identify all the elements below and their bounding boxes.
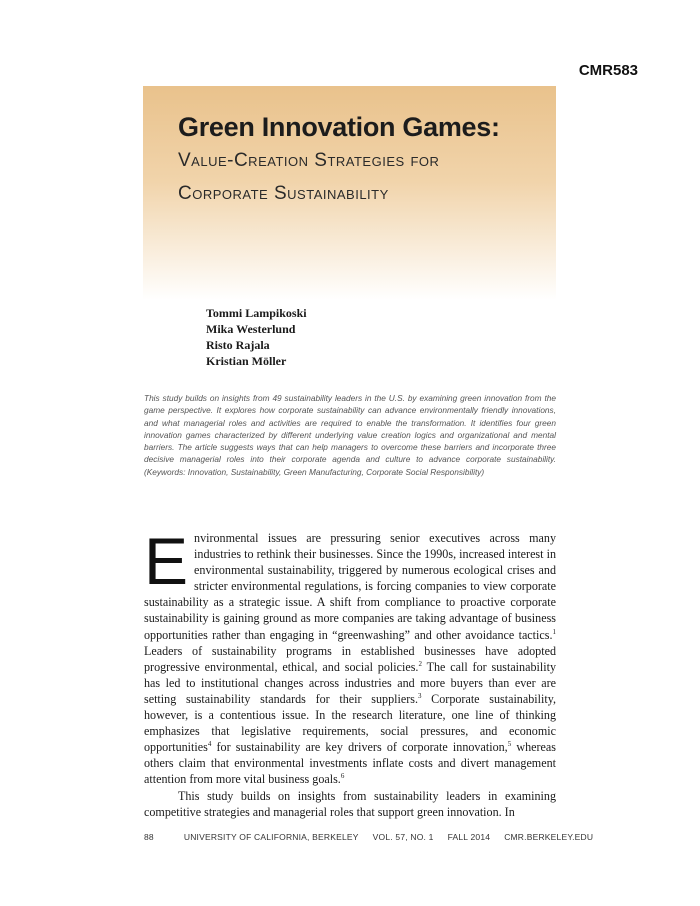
body-text: nvironmental issues are pressuring senior executives across many industries to rethink their businesses. Since the 1990s, increased interest in environmental sustainability, triggered by numerous ecological crises and stricter environmental regulations, is forcing companies to view corporate sustainability as a strategic issue. A shift from compliance to proactive corporate sustainability is gaining ground as more companies are taking advantage of business opportunities rather than engaging in “greenwashing” and other avoidance tactics. bbox=[144, 531, 556, 642]
footnote-marker: 1 bbox=[552, 627, 556, 636]
author-list bbox=[206, 305, 307, 369]
footer-date: FALL 2014 bbox=[447, 832, 491, 842]
author-name: Kristian Möller bbox=[206, 354, 287, 368]
abstract-text: This study builds on insights from 49 sustainability leaders in the U.S. by examining green innovation from the game perspective. It explores how corporate sustainability can advance environmentally friendly innovations, and what managerial roles and activities are required to enable the transformation. It identifies four green innovation games characterized by different underlying value creation logics and organizational and mental barriers. The article suggests ways that can help managers to overcome these barriers and incorporate three decisive managerial roles into their corporate agenda and culture to advance corporate sustainability. bbox=[144, 393, 556, 465]
author-name: Mika Westerlund bbox=[206, 322, 296, 336]
footnote-marker: 6 bbox=[340, 772, 345, 781]
footer-volume: VOL. 57, NO. 1 bbox=[372, 832, 434, 842]
body-text: The call for sustainability has led to institutional changes across industries and more buyers than ever are setting sustainability standards for their suppliers. bbox=[144, 659, 556, 706]
article-body bbox=[144, 524, 556, 820]
footer-url: CMR.BERKELEY.EDU bbox=[504, 832, 594, 842]
body-paragraph bbox=[144, 524, 556, 788]
body-text: whereas others claim that environmental investments inflate costs and divert management attention from more vital business goals. bbox=[144, 740, 556, 787]
abstract-keywords: (Keywords: Innovation, Sustainability, Green Manufacturing, Corporate Social Responsibility) bbox=[144, 466, 485, 477]
footnote-marker: 4 bbox=[207, 740, 212, 749]
footer-publisher: UNIVERSITY OF CALIFORNIA, BERKELEY bbox=[183, 832, 359, 842]
article-title: Green Innovation Games: bbox=[178, 112, 500, 142]
author-name: Tommi Lampikoski bbox=[206, 306, 307, 320]
page-number: 88 bbox=[144, 832, 154, 842]
document-code: CMR583 bbox=[578, 62, 638, 79]
page-footer bbox=[144, 832, 607, 842]
body-text: for sustainability are key drivers of corporate innovation, bbox=[211, 740, 508, 755]
footnote-marker: 2 bbox=[418, 659, 422, 668]
footnote-marker: 5 bbox=[507, 740, 512, 749]
footnote-marker: 3 bbox=[417, 691, 422, 700]
article-subtitle-line-1: Value-Creation Strategies for bbox=[178, 150, 440, 171]
author-name: Risto Rajala bbox=[206, 338, 270, 352]
drop-cap: E bbox=[144, 524, 189, 598]
body-paragraph: This study builds on insights from sustainability leaders in examining competitive strategies and managerial roles that support green innovation. In bbox=[144, 788, 556, 819]
abstract bbox=[144, 392, 556, 478]
body-text: Corporate sustainability, however, is a contentious issue. In the research literature, one line of thinking emphasizes that legislative requirements, social pressures, and economic opportunities bbox=[144, 691, 556, 755]
body-text: Leaders of sustainability programs in established businesses have adopted progressive environmental, ethical, and social policies. bbox=[144, 643, 556, 674]
article-subtitle-line-2: Corporate Sustainability bbox=[178, 183, 389, 204]
